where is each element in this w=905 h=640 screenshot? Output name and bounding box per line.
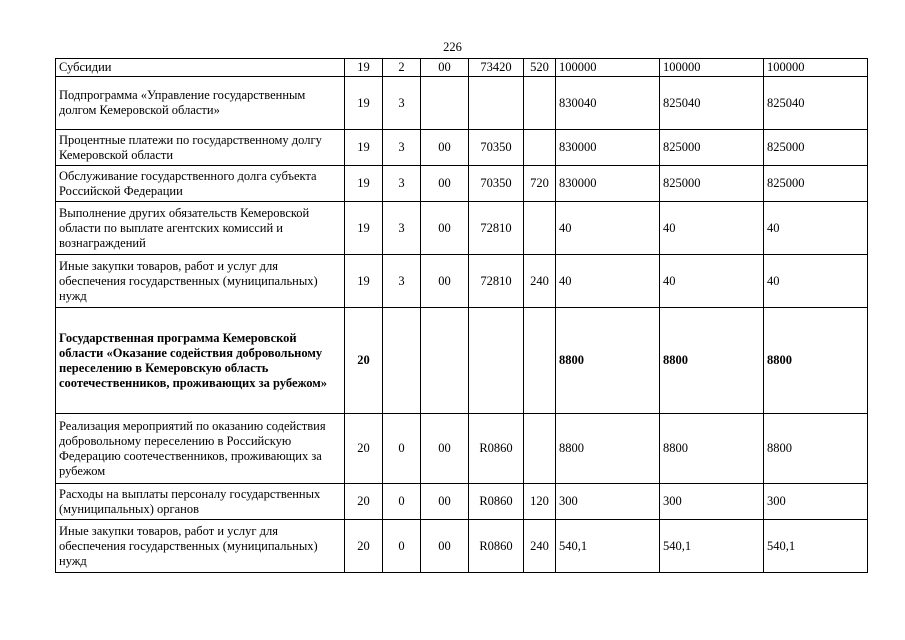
amount-year-2: 8800 [660,414,764,484]
code-program: 19 [345,77,383,130]
code-program: 19 [345,130,383,166]
table-row [56,255,868,308]
code-type [524,77,556,130]
amount-year-1: 830040 [556,77,660,130]
code-expense: R0860 [469,520,524,573]
table-row [56,77,868,130]
code-type [524,414,556,484]
amount-year-1: 540,1 [556,520,660,573]
amount-year-3: 40 [764,202,868,255]
code-type: 240 [524,255,556,308]
code-direction: 00 [421,255,469,308]
amount-year-1: 100000 [556,59,660,77]
code-program: 20 [345,308,383,414]
amount-year-1: 830000 [556,130,660,166]
code-program: 19 [345,255,383,308]
row-name: Выполнение других обязательств Кемеровской области по выплате агентских комиссий и вознаграждений [56,202,345,255]
code-program: 20 [345,520,383,573]
table-row [56,520,868,573]
amount-year-1: 300 [556,484,660,520]
page-number: 226 [443,40,462,54]
code-direction: 00 [421,59,469,77]
code-direction: 00 [421,520,469,573]
amount-year-2: 300 [660,484,764,520]
amount-year-2: 825040 [660,77,764,130]
code-subprogram: 3 [383,202,421,255]
row-name: Реализация мероприятий по оказанию содействия добровольному переселению в Российскую Федерацию соотечественников, проживающих за рубежом [56,414,345,484]
code-expense: 70350 [469,130,524,166]
code-type: 240 [524,520,556,573]
code-type [524,308,556,414]
code-expense: 70350 [469,166,524,202]
code-type: 120 [524,484,556,520]
code-expense [469,308,524,414]
table-row [56,308,868,414]
row-name: Подпрограмма «Управление государственным долгом Кемеровской области» [56,77,345,130]
amount-year-1: 8800 [556,414,660,484]
code-subprogram: 0 [383,414,421,484]
row-name: Иные закупки товаров, работ и услуг для обеспечения государственных (муниципальных) нужд [56,520,345,573]
code-type: 720 [524,166,556,202]
row-name: Субсидии [56,59,345,77]
amount-year-3: 8800 [764,414,868,484]
amount-year-1: 40 [556,202,660,255]
code-expense: 72810 [469,255,524,308]
table-row [56,130,868,166]
table-row [56,166,868,202]
table-row [56,202,868,255]
amount-year-3: 100000 [764,59,868,77]
code-subprogram: 3 [383,255,421,308]
code-direction: 00 [421,130,469,166]
code-direction [421,77,469,130]
amount-year-2: 40 [660,255,764,308]
row-name: Государственная программа Кемеровской области «Оказание содействия добровольному переселению в Кемеровскую область соотечественников, проживающих за рубежом» [56,308,345,414]
code-direction: 00 [421,166,469,202]
code-program: 19 [345,202,383,255]
code-type [524,202,556,255]
code-program: 20 [345,484,383,520]
amount-year-3: 300 [764,484,868,520]
amount-year-2: 8800 [660,308,764,414]
code-subprogram [383,308,421,414]
amount-year-2: 540,1 [660,520,764,573]
table-body [56,59,868,573]
code-expense: 73420 [469,59,524,77]
amount-year-2: 100000 [660,59,764,77]
code-program: 19 [345,59,383,77]
code-direction: 00 [421,484,469,520]
code-direction [421,308,469,414]
code-direction: 00 [421,202,469,255]
amount-year-3: 8800 [764,308,868,414]
code-direction: 00 [421,414,469,484]
code-type: 520 [524,59,556,77]
code-program: 19 [345,166,383,202]
code-expense: R0860 [469,484,524,520]
code-subprogram: 0 [383,520,421,573]
amount-year-3: 540,1 [764,520,868,573]
budget-table [55,58,868,573]
amount-year-2: 825000 [660,166,764,202]
amount-year-2: 825000 [660,130,764,166]
amount-year-1: 830000 [556,166,660,202]
row-name: Расходы на выплаты персоналу государственных (муниципальных) органов [56,484,345,520]
code-subprogram: 0 [383,484,421,520]
code-expense: R0860 [469,414,524,484]
code-subprogram: 3 [383,166,421,202]
amount-year-3: 825000 [764,130,868,166]
row-name: Процентные платежи по государственному долгу Кемеровской области [56,130,345,166]
table-row [56,59,868,77]
row-name: Обслуживание государственного долга субъекта Российской Федерации [56,166,345,202]
amount-year-3: 825000 [764,166,868,202]
amount-year-3: 40 [764,255,868,308]
code-expense [469,77,524,130]
table-row [56,484,868,520]
amount-year-1: 8800 [556,308,660,414]
amount-year-3: 825040 [764,77,868,130]
table-row [56,414,868,484]
code-subprogram: 2 [383,59,421,77]
code-subprogram: 3 [383,130,421,166]
code-type [524,130,556,166]
code-expense: 72810 [469,202,524,255]
code-subprogram: 3 [383,77,421,130]
row-name: Иные закупки товаров, работ и услуг для обеспечения государственных (муниципальных) нужд [56,255,345,308]
amount-year-2: 40 [660,202,764,255]
amount-year-1: 40 [556,255,660,308]
code-program: 20 [345,414,383,484]
